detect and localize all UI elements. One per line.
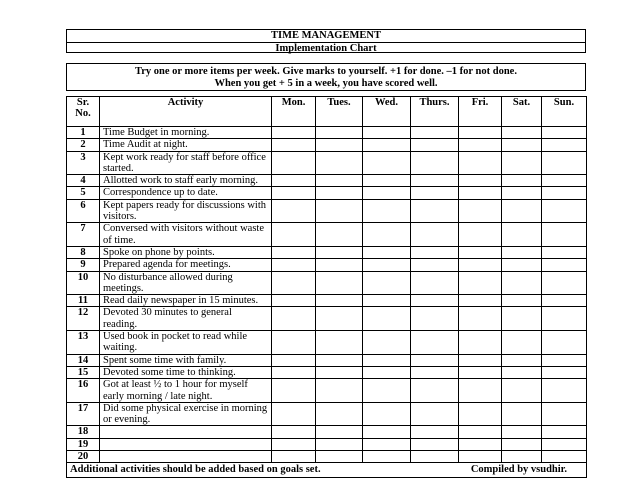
mark-cell-sun[interactable] [542,199,587,223]
mark-cell-thurs[interactable] [411,438,459,450]
mark-cell-mon[interactable] [272,451,316,463]
mark-cell-sun[interactable] [542,366,587,378]
mark-cell-sat[interactable] [502,354,542,366]
mark-cell-sat[interactable] [502,451,542,463]
column-header-tues: Tues. [316,97,363,127]
mark-cell-sun[interactable] [542,426,587,438]
mark-cell-tues[interactable] [316,175,363,187]
table-footer-row [67,463,587,477]
mark-cell-mon[interactable] [272,151,316,175]
table-row [67,246,587,258]
table-row [67,402,587,426]
mark-cell-mon[interactable] [272,331,316,355]
mark-cell-fri[interactable] [459,175,502,187]
mark-cell-fri[interactable] [459,354,502,366]
activity-cell: Got at least ½ to 1 hour for myself early morning / late night. [100,379,272,403]
mark-cell-wed[interactable] [363,127,411,139]
mark-cell-thurs[interactable] [411,295,459,307]
mark-cell-sun[interactable] [542,379,587,403]
mark-cell-sat[interactable] [502,151,542,175]
mark-cell-thurs[interactable] [411,366,459,378]
mark-cell-tues[interactable] [316,379,363,403]
mark-cell-thurs[interactable] [411,139,459,151]
mark-cell-thurs[interactable] [411,127,459,139]
activity-cell: Devoted some time to thinking. [100,366,272,378]
mark-cell-sun[interactable] [542,438,587,450]
mark-cell-mon[interactable] [272,354,316,366]
mark-cell-fri[interactable] [459,187,502,199]
mark-cell-wed[interactable] [363,199,411,223]
mark-cell-fri[interactable] [459,451,502,463]
mark-cell-tues[interactable] [316,438,363,450]
mark-cell-mon[interactable] [272,295,316,307]
column-header-wed: Wed. [363,97,411,127]
mark-cell-sat[interactable] [502,379,542,403]
mark-cell-thurs[interactable] [411,223,459,247]
activity-cell: Conversed with visitors without waste of time. [100,223,272,247]
sr-cell: 4 [67,175,100,187]
mark-cell-sun[interactable] [542,246,587,258]
mark-cell-tues[interactable] [316,295,363,307]
sr-cell: 17 [67,402,100,426]
mark-cell-mon[interactable] [272,199,316,223]
sr-cell: 1 [67,127,100,139]
mark-cell-mon[interactable] [272,379,316,403]
activity-cell[interactable] [100,451,272,463]
mark-cell-sun[interactable] [542,175,587,187]
table-row [67,187,587,199]
mark-cell-thurs[interactable] [411,175,459,187]
table-row [67,426,587,438]
mark-cell-sat[interactable] [502,259,542,271]
mark-cell-tues[interactable] [316,246,363,258]
table-row [67,271,587,295]
mark-cell-mon[interactable] [272,438,316,450]
activity-cell: Did some physical exercise in morning or evening. [100,402,272,426]
mark-cell-thurs[interactable] [411,259,459,271]
mark-cell-mon[interactable] [272,366,316,378]
mark-cell-thurs[interactable] [411,402,459,426]
mark-cell-fri[interactable] [459,295,502,307]
mark-cell-fri[interactable] [459,139,502,151]
mark-cell-fri[interactable] [459,127,502,139]
sr-cell: 11 [67,295,100,307]
mark-cell-sun[interactable] [542,223,587,247]
activity-cell: Spent some time with family. [100,354,272,366]
table-row [67,379,587,403]
mark-cell-wed[interactable] [363,151,411,175]
mark-cell-fri[interactable] [459,366,502,378]
mark-cell-mon[interactable] [272,426,316,438]
mark-cell-tues[interactable] [316,187,363,199]
mark-cell-wed[interactable] [363,451,411,463]
mark-cell-thurs[interactable] [411,451,459,463]
mark-cell-sun[interactable] [542,331,587,355]
mark-cell-sat[interactable] [502,127,542,139]
mark-cell-tues[interactable] [316,223,363,247]
table-row [67,223,587,247]
mark-cell-wed[interactable] [363,379,411,403]
mark-cell-tues[interactable] [316,127,363,139]
sr-cell: 2 [67,139,100,151]
sr-cell: 13 [67,331,100,355]
mark-cell-wed[interactable] [363,402,411,426]
table-row [67,331,587,355]
table-row [67,259,587,271]
mark-cell-sun[interactable] [542,402,587,426]
table-row [67,151,587,175]
sr-cell: 6 [67,199,100,223]
mark-cell-thurs[interactable] [411,307,459,331]
mark-cell-fri[interactable] [459,246,502,258]
table-footer [67,463,587,477]
table-row [67,175,587,187]
compiled-by: Compiled by vsudhir. [470,464,567,476]
mark-cell-thurs[interactable] [411,246,459,258]
mark-cell-wed[interactable] [363,259,411,271]
activity-cell: Kept papers ready for discussions with visitors. [100,199,272,223]
mark-cell-fri[interactable] [459,259,502,271]
activity-cell: No disturbance allowed during meetings. [100,271,272,295]
mark-cell-sun[interactable] [542,354,587,366]
mark-cell-tues[interactable] [316,139,363,151]
column-header-fri: Fri. [459,97,502,127]
sr-cell: 8 [67,246,100,258]
footer-note: Additional activities should be added based on goals set. [70,464,321,476]
mark-cell-wed[interactable] [363,295,411,307]
column-header-mon: Mon. [272,97,316,127]
activity-cell: Spoke on phone by points. [100,246,272,258]
mark-cell-sun[interactable] [542,139,587,151]
table-row [67,438,587,450]
mark-cell-fri[interactable] [459,271,502,295]
mark-cell-mon[interactable] [272,175,316,187]
table-row [67,307,587,331]
mark-cell-sat[interactable] [502,139,542,151]
mark-cell-thurs[interactable] [411,199,459,223]
sr-cell: 16 [67,379,100,403]
mark-cell-sat[interactable] [502,187,542,199]
mark-cell-tues[interactable] [316,271,363,295]
activity-cell: Allotted work to staff early morning. [100,175,272,187]
mark-cell-wed[interactable] [363,139,411,151]
column-header-sun: Sun. [542,97,587,127]
sr-cell: 3 [67,151,100,175]
mark-cell-thurs[interactable] [411,271,459,295]
mark-cell-sat[interactable] [502,331,542,355]
mark-cell-mon[interactable] [272,246,316,258]
table-row [67,451,587,463]
mark-cell-tues[interactable] [316,151,363,175]
activity-cell: Kept work ready for staff before office started. [100,151,272,175]
mark-cell-fri[interactable] [459,379,502,403]
mark-cell-fri[interactable] [459,426,502,438]
mark-cell-thurs[interactable] [411,331,459,355]
mark-cell-tues[interactable] [316,402,363,426]
activity-cell[interactable] [100,426,272,438]
mark-cell-fri[interactable] [459,438,502,450]
activity-cell: Correspondence up to date. [100,187,272,199]
mark-cell-sun[interactable] [542,151,587,175]
mark-cell-sat[interactable] [502,295,542,307]
mark-cell-mon[interactable] [272,127,316,139]
mark-cell-mon[interactable] [272,139,316,151]
sr-cell: 19 [67,438,100,450]
mark-cell-sat[interactable] [502,307,542,331]
mark-cell-thurs[interactable] [411,426,459,438]
mark-cell-sat[interactable] [502,426,542,438]
mark-cell-sat[interactable] [502,438,542,450]
column-header-sat: Sat. [502,97,542,127]
mark-cell-wed[interactable] [363,307,411,331]
instructions-box [66,63,586,91]
mark-cell-mon[interactable] [272,259,316,271]
column-header-sr: Sr. No. [67,97,100,127]
table-row [67,366,587,378]
sr-cell: 14 [67,354,100,366]
activity-cell: Devoted 30 minutes to general reading. [100,307,272,331]
mark-cell-mon[interactable] [272,402,316,426]
mark-cell-tues[interactable] [316,426,363,438]
mark-cell-wed[interactable] [363,223,411,247]
mark-cell-sat[interactable] [502,402,542,426]
mark-cell-sun[interactable] [542,187,587,199]
mark-cell-sun[interactable] [542,271,587,295]
mark-cell-tues[interactable] [316,451,363,463]
mark-cell-wed[interactable] [363,366,411,378]
mark-cell-mon[interactable] [272,307,316,331]
mark-cell-sat[interactable] [502,223,542,247]
table-row [67,139,587,151]
mark-cell-wed[interactable] [363,426,411,438]
implementation-table [66,96,587,478]
column-header-activity: Activity [100,97,272,127]
mark-cell-fri[interactable] [459,151,502,175]
table-row [67,295,587,307]
mark-cell-sun[interactable] [542,307,587,331]
activity-cell: Used book in pocket to read while waiting. [100,331,272,355]
mark-cell-tues[interactable] [316,354,363,366]
mark-cell-wed[interactable] [363,246,411,258]
activity-cell: Time Audit at night. [100,139,272,151]
mark-cell-wed[interactable] [363,271,411,295]
mark-cell-sat[interactable] [502,246,542,258]
mark-cell-sat[interactable] [502,199,542,223]
mark-cell-tues[interactable] [316,366,363,378]
title-box [66,29,586,53]
sr-cell: 18 [67,426,100,438]
instructions-line-2: When you get + 5 in a week, you have scored well. [214,78,438,89]
mark-cell-sat[interactable] [502,366,542,378]
mark-cell-fri[interactable] [459,402,502,426]
mark-cell-wed[interactable] [363,187,411,199]
activity-cell: Read daily newspaper in 15 minutes. [100,295,272,307]
mark-cell-sun[interactable] [542,259,587,271]
mark-cell-sun[interactable] [542,127,587,139]
mark-cell-fri[interactable] [459,331,502,355]
mark-cell-sun[interactable] [542,451,587,463]
mark-cell-fri[interactable] [459,307,502,331]
mark-cell-thurs[interactable] [411,187,459,199]
activity-cell: Prepared agenda for meetings. [100,259,272,271]
mark-cell-wed[interactable] [363,438,411,450]
sr-cell: 20 [67,451,100,463]
mark-cell-tues[interactable] [316,199,363,223]
mark-cell-tues[interactable] [316,307,363,331]
sr-cell: 7 [67,223,100,247]
mark-cell-thurs[interactable] [411,379,459,403]
mark-cell-sat[interactable] [502,271,542,295]
mark-cell-sat[interactable] [502,175,542,187]
instructions-line-1: Try one or more items per week. Give marks to yourself. +1 for done. –1 for not done. [135,66,517,77]
page-title: TIME MANAGEMENT [271,30,381,41]
sr-cell: 15 [67,366,100,378]
mark-cell-fri[interactable] [459,223,502,247]
table-row [67,127,587,139]
mark-cell-thurs[interactable] [411,151,459,175]
activity-cell[interactable] [100,438,272,450]
mark-cell-wed[interactable] [363,175,411,187]
sr-cell: 9 [67,259,100,271]
mark-cell-tues[interactable] [316,259,363,271]
mark-cell-fri[interactable] [459,199,502,223]
mark-cell-thurs[interactable] [411,354,459,366]
table-header-row [67,97,587,127]
column-header-thurs: Thurs. [411,97,459,127]
activity-cell: Time Budget in morning. [100,127,272,139]
sr-cell: 10 [67,271,100,295]
sr-cell: 12 [67,307,100,331]
mark-cell-wed[interactable] [363,354,411,366]
mark-cell-mon[interactable] [272,223,316,247]
mark-cell-mon[interactable] [272,187,316,199]
mark-cell-wed[interactable] [363,331,411,355]
mark-cell-mon[interactable] [272,271,316,295]
mark-cell-sun[interactable] [542,295,587,307]
table-row [67,354,587,366]
table-row [67,199,587,223]
sr-cell: 5 [67,187,100,199]
page-subtitle: Implementation Chart [67,42,585,55]
mark-cell-tues[interactable] [316,331,363,355]
